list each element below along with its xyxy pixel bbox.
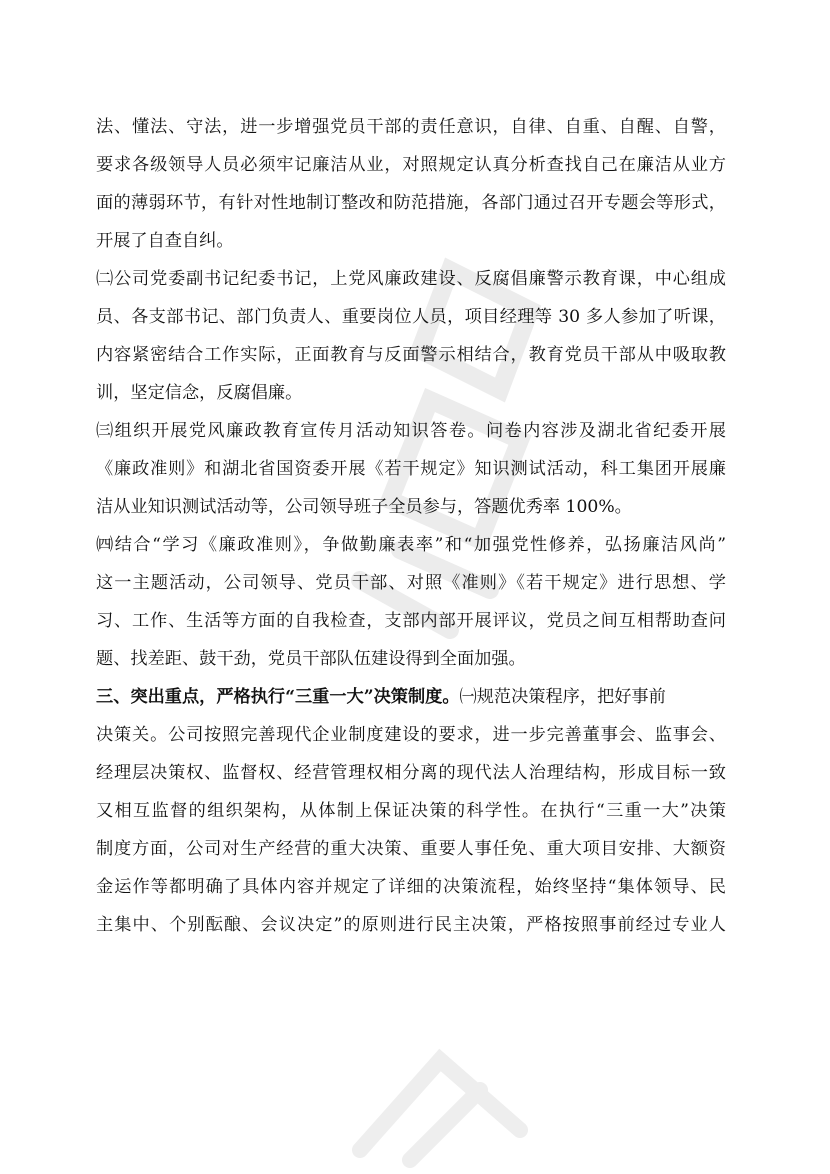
body-line: 洁从业知识测试活动等，公司领导班子全员参与，答题优秀率 100%。: [96, 497, 632, 517]
body-line: 习、工作、生活等方面的自我检查，支部内部开展评议，党员之间互相帮助查问: [96, 611, 726, 631]
section-3-heading: 三、突出重点，严格执行“三重一大”决策制度。: [96, 687, 460, 707]
body-line: ㈣结合“学习《廉政准则》，争做勤廉表率”和“加强党性修养，弘扬廉洁风尚”: [96, 535, 726, 555]
body-line: 训，坚定信念，反腐倡廉。: [96, 383, 303, 403]
body-line: 题、找差距、鼓干劲，党员干部队伍建设得到全面加强。: [96, 649, 526, 669]
section-3-heading-line: [96, 678, 726, 716]
body-line: 开展了自查自纠。: [96, 231, 234, 251]
body-line: 要求各级领导人员必须牢记廉洁从业，对照规定认真分析查找自己在廉洁从业方: [96, 155, 726, 175]
body-line: 这一主题活动，公司领导、党员干部、对照《准则》《若干规定》进行思想、学: [96, 573, 726, 593]
body-line: 《廉政准则》和湖北省国资委开展《若干规定》知识测试活动，科工集团开展廉: [96, 459, 726, 479]
body-line: ㈡公司党委副书记纪委书记，上党风廉政建设、反腐倡廉警示教育课，中心组成: [96, 269, 726, 289]
section-3-heading-rest: ㈠规范决策程序，把好事前: [459, 687, 666, 707]
body-line: 法、懂法、守法，进一步增强党员干部的责任意识，自律、自重、自醒、自警，: [96, 117, 726, 137]
body-line: 员、各支部书记、部门负责人、重要岗位人员，项目经理等 30 多人参加了听课，: [96, 307, 726, 327]
body-line: 面的薄弱环节，有针对性地制订整改和防范措施，各部门通过召开专题会等形式，: [96, 193, 726, 213]
body-line: 决策关。公司按照完善现代企业制度建设的要求，进一步完善董事会、监事会、: [96, 725, 726, 745]
body-line: 又相互监督的组织架构，从体制上保证决策的科学性。在执行“三重一大”决策: [96, 801, 726, 821]
body-line: 制度方面，公司对生产经营的重大决策、重要人事任免、重大项目安排、大额资: [96, 839, 726, 859]
body-line: 经理层决策权、监督权、经营管理权相分离的现代法人治理结构，形成目标一致: [96, 763, 726, 783]
body-line: 金运作等都明确了具体内容并规定了详细的决策流程，始终坚持“集体领导、民: [96, 877, 726, 897]
body-line: ㈢组织开展党风廉政教育宣传月活动知识答卷。问卷内容涉及湖北省纪委开展: [96, 421, 726, 441]
body-line: 主集中、个别酝酿、会议决定”的原则进行民主决策，严格按照事前经过专业人: [96, 915, 726, 935]
body-line: 内容紧密结合工作实际，正面教育与反面警示相结合，教育党员干部从中吸取教: [96, 345, 726, 365]
document-body: [96, 108, 726, 944]
watermark-logo-bottom: [300, 1020, 560, 1170]
